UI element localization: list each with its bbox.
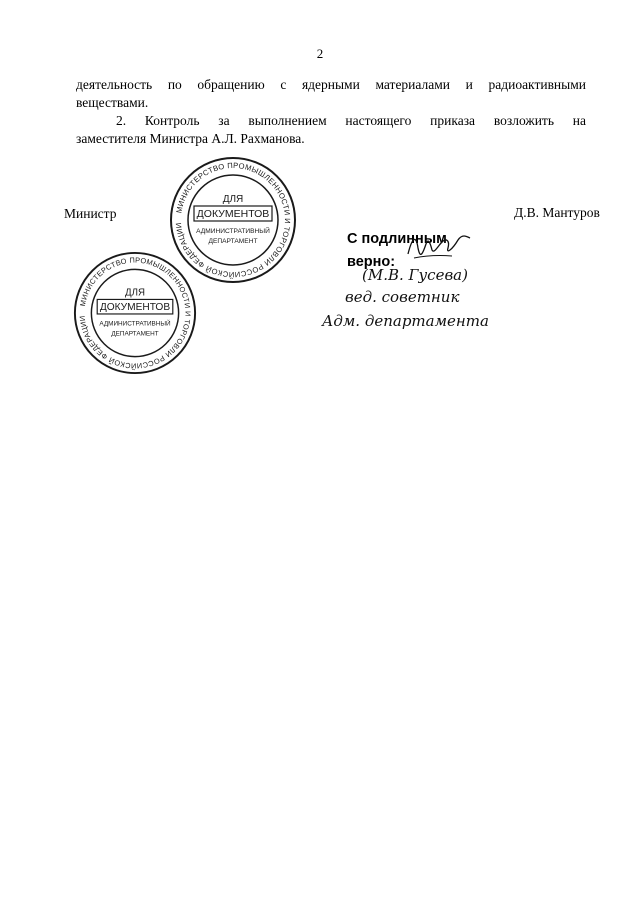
page-number: 2 (316, 46, 324, 61)
signatory-title: Министр (64, 206, 117, 221)
paragraph-line: веществами. (76, 95, 149, 110)
official-seal (72, 250, 198, 376)
seal-ring-text: МИНИСТЕРСТВО ПРОМЫШЛЕННОСТИ И ТОРГОВЛИ РОССИЙСКОЙ ФЕДЕРАЦИИ (77, 255, 193, 371)
paragraph-2 (76, 112, 586, 148)
paragraph-line: деятельность по обращению с ядерными материалами и радиоактивными (76, 77, 586, 92)
seal-text-bottom2: ДЕПАРТАМЕНТ (208, 238, 258, 245)
handwritten-position: вед. советник (345, 288, 460, 306)
paragraph-1 (76, 76, 586, 112)
seal-ring-text: МИНИСТЕРСТВО ПРОМЫШЛЕННОСТИ И ТОРГОВЛИ РОССИЙСКОЙ ФЕДЕРАЦИИ (173, 160, 293, 280)
seal-text-middle: ДОКУМЕНТОВ (99, 302, 171, 314)
signatory-name: Д.В. Мантуров (514, 205, 600, 220)
seal-text-bottom1: АДМИНИСТРАТИВНЫЙ (99, 320, 171, 328)
certification-line-1: С подлинным (347, 231, 447, 247)
paragraph-line: 2. Контроль за выполнением настоящего приказа возложить на (116, 113, 586, 128)
seal-text-top: ДЛЯ (222, 194, 244, 205)
seal-text-middle: ДОКУМЕНТОВ (196, 208, 270, 220)
paragraph-line: заместителя Министра А.Л. Рахманова. (76, 131, 305, 146)
seal-text-top: ДЛЯ (125, 287, 145, 299)
handwritten-name: (М.В. Гусева) (362, 266, 468, 284)
handwritten-signature (404, 228, 474, 266)
handwritten-department: Адм. департамента (322, 312, 489, 330)
seal-text-bottom1: АДМИНИСТРАТИВНЫЙ (196, 228, 270, 235)
certification-line-2: верно: (347, 254, 396, 270)
seal-text-bottom2: ДЕПАРТАМЕНТ (111, 330, 159, 338)
